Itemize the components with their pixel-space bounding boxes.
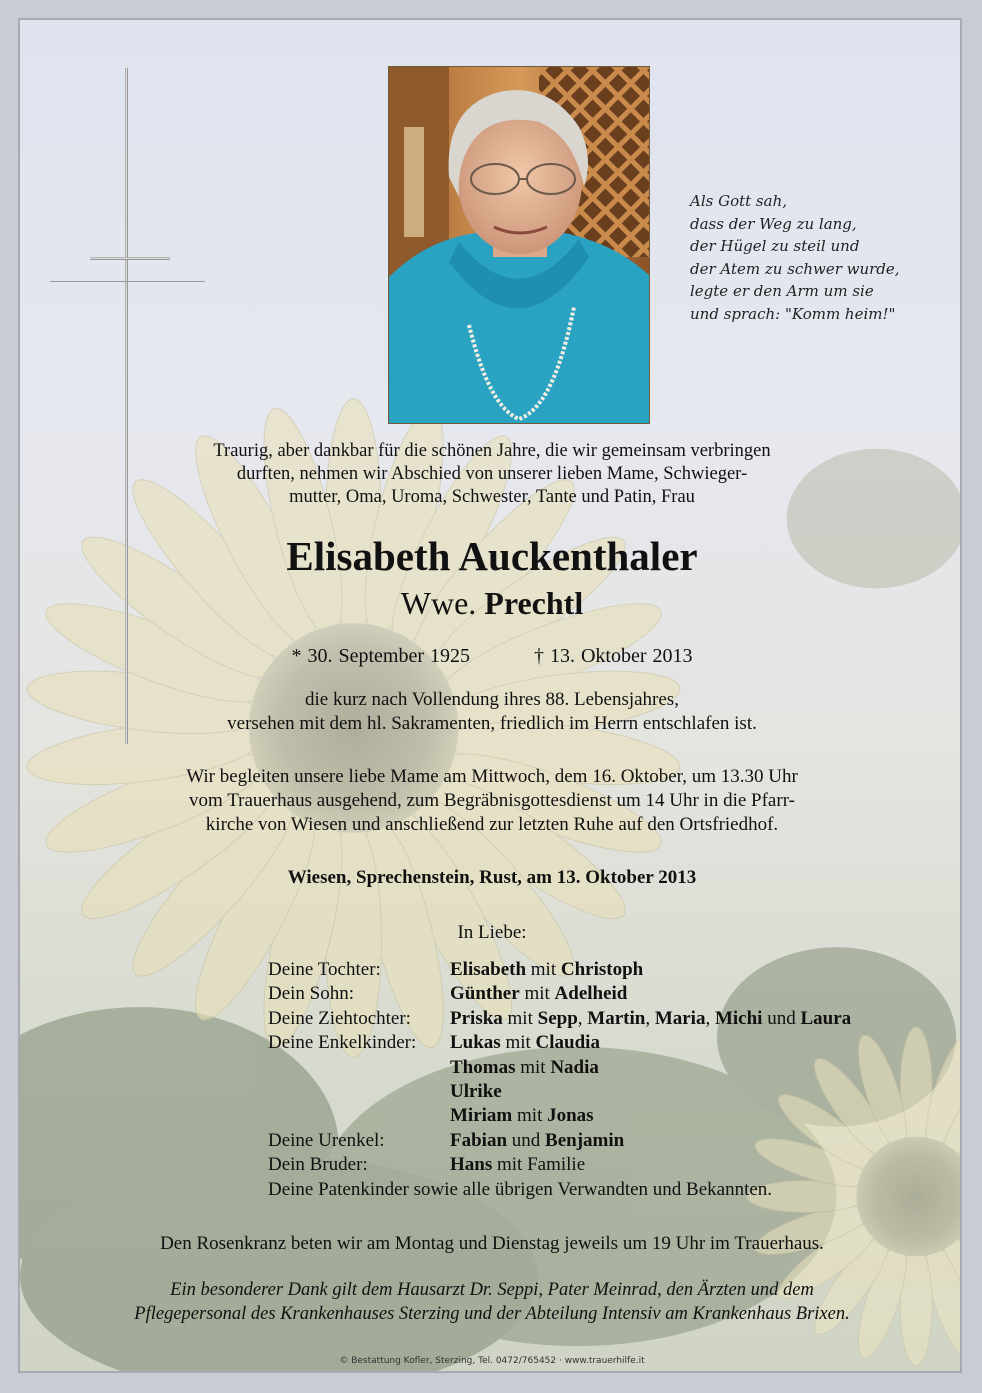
funeral-line: vom Trauerhaus ausgehend, zum Begräbnisgottesdienst um 14 Uhr in die Pfarr- bbox=[189, 790, 795, 811]
funeral-line: Wir begleiten unsere liebe Mame am Mittwoch, dem 16. Oktober, um 13.30 Uhr bbox=[186, 766, 798, 787]
relative-label: Deine Patenkinder sowie alle übrigen Verwandten und Bekannten. bbox=[268, 1178, 773, 1200]
relative-connector: mit bbox=[515, 1056, 551, 1078]
cross-vertical-bar bbox=[125, 68, 128, 744]
cross-horizontal-bar bbox=[90, 257, 170, 260]
relative-name: Laura bbox=[800, 1007, 852, 1029]
passing-line: versehen mit dem hl. Sakramenten, friedlich im Herrn entschlafen ist. bbox=[227, 713, 757, 734]
relative-name: Martin bbox=[587, 1007, 646, 1029]
relative-row bbox=[268, 1080, 851, 1104]
relative-name: Fabian bbox=[450, 1129, 508, 1151]
relative-name: Hans bbox=[450, 1154, 493, 1176]
relative-name: Thomas bbox=[450, 1056, 516, 1078]
relative-connector: mit bbox=[502, 1007, 538, 1029]
thanks-line: Pflegepersonal des Krankenhauses Sterzing und der Abteilung Intensiv am Krankenhaus Brixen. bbox=[134, 1304, 850, 1324]
passing-line: die kurz nach Vollendung ihres 88. Lebensjahres, bbox=[305, 689, 679, 710]
deceased-name: Elisabeth Auckenthaler bbox=[286, 533, 698, 579]
rosary-notice: Den Rosenkranz beten wir am Montag und Dienstag jeweils um 19 Uhr im Trauerhaus. bbox=[160, 1233, 824, 1254]
relative-name: Miriam bbox=[450, 1105, 513, 1127]
relative-name: Lukas bbox=[450, 1032, 501, 1054]
relative-row bbox=[268, 1178, 851, 1202]
relative-name: Michi bbox=[714, 1007, 763, 1029]
relative-name: Claudia bbox=[535, 1032, 600, 1054]
relative-connector: und bbox=[507, 1129, 546, 1151]
relative-row bbox=[268, 958, 851, 982]
relative-name: Christoph bbox=[560, 959, 644, 980]
portrait-photo bbox=[388, 66, 650, 424]
cross-hairline bbox=[50, 281, 205, 282]
widow-prefix: Wwe. bbox=[400, 585, 477, 621]
poem-verse bbox=[690, 190, 920, 325]
relative-name: Günther bbox=[450, 983, 520, 1005]
poem-line: und sprach: "Komm heim!" bbox=[690, 304, 896, 323]
death-date: † 13. Oktober 2013 bbox=[533, 645, 693, 667]
footer-credit: © Bestattung Kofler, Sterzing, Tel. 0472/765452 · www.trauerhilfe.it bbox=[339, 1356, 645, 1366]
relative-label: Deine Enkelkinder: bbox=[268, 1032, 417, 1054]
relative-connector: , bbox=[705, 1007, 715, 1029]
relative-name: Maria bbox=[654, 1007, 706, 1029]
poem-line: legte er den Arm um sie bbox=[690, 282, 874, 300]
relative-name: Ulrike bbox=[450, 1080, 502, 1102]
relative-name: Priska bbox=[450, 1007, 503, 1029]
birth-date: * 30. September 1925 bbox=[291, 645, 470, 667]
relative-label: Dein Bruder: bbox=[268, 1154, 368, 1176]
relative-name: Nadia bbox=[550, 1056, 599, 1078]
relative-name: Jonas bbox=[547, 1105, 594, 1127]
relative-connector: mit bbox=[519, 983, 555, 1005]
relative-name: Elisabeth bbox=[450, 959, 527, 980]
relative-row bbox=[268, 1129, 851, 1153]
relative-label: Deine Urenkel: bbox=[268, 1129, 385, 1151]
place-and-date: Wiesen, Sprechenstein, Rust, am 13. Oktober 2013 bbox=[287, 867, 697, 888]
widow-line bbox=[20, 585, 962, 622]
relative-connector: mit bbox=[512, 1105, 548, 1127]
intro-line: Traurig, aber dankbar für die schönen Jahre, die wir gemeinsam verbringen bbox=[213, 441, 771, 461]
relative-row bbox=[268, 1153, 851, 1177]
relative-row bbox=[268, 1056, 851, 1080]
relative-row bbox=[268, 1104, 851, 1128]
relative-name: Adelheid bbox=[554, 983, 628, 1005]
life-dates bbox=[20, 645, 962, 668]
relative-connector: , bbox=[645, 1007, 655, 1029]
relative-label: Dein Sohn: bbox=[268, 983, 355, 1005]
in-liebe-heading: In Liebe: bbox=[457, 922, 527, 943]
poem-line: der Hügel zu steil und bbox=[690, 237, 860, 255]
relative-name: Benjamin bbox=[545, 1129, 625, 1151]
relative-connector: , bbox=[577, 1007, 588, 1029]
intro-line: mutter, Oma, Uroma, Schwester, Tante und Patin, Frau bbox=[289, 487, 695, 507]
relatives-list bbox=[268, 958, 851, 1202]
relative-connector: mit bbox=[526, 959, 561, 980]
relative-name: Sepp bbox=[537, 1007, 578, 1029]
widow-surname: Prechtl bbox=[484, 585, 584, 621]
poem-line: dass der Weg zu lang, bbox=[690, 214, 857, 233]
poem-line: der Atem zu schwer wurde, bbox=[690, 259, 900, 278]
intro-line: durften, nehmen wir Abschied von unserer lieben Mame, Schwieger- bbox=[236, 464, 748, 484]
thanks-line: Ein besonderer Dank gilt dem Hausarzt Dr. Seppi, Pater Meinrad, den Ärzten und dem bbox=[170, 1280, 814, 1300]
relative-connector: mit Familie bbox=[492, 1154, 586, 1176]
relative-row bbox=[268, 982, 851, 1006]
funeral-line: kirche von Wiesen und anschließend zur letzten Ruhe auf den Ortsfriedhof. bbox=[205, 814, 779, 835]
relative-label: Deine Ziehtochter: bbox=[268, 1007, 411, 1029]
thanks-note bbox=[20, 1278, 962, 1326]
relative-label: Deine Tochter: bbox=[268, 959, 381, 980]
obituary-card bbox=[18, 18, 962, 1373]
poem-line: Als Gott sah, bbox=[690, 192, 788, 210]
relative-row bbox=[268, 1007, 851, 1031]
relative-connector: und bbox=[762, 1007, 801, 1029]
relative-row bbox=[268, 1031, 851, 1055]
relative-connector: mit bbox=[500, 1032, 536, 1054]
